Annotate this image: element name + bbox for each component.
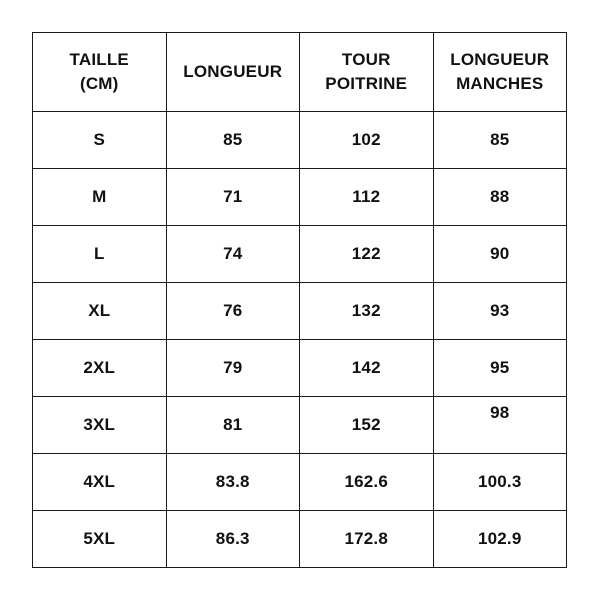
- cell-size: XL: [33, 283, 167, 340]
- cell-chest: 172.8: [300, 511, 434, 568]
- header-chest-line-2: POITRINE: [325, 74, 408, 93]
- cell-sleeve: 93: [433, 283, 567, 340]
- header-size-line-2: (CM): [79, 74, 119, 93]
- header-sleeve-line-2: MANCHES: [456, 74, 544, 93]
- cell-sleeve: 100.3: [433, 454, 567, 511]
- table-row: [33, 454, 567, 511]
- table-row: [33, 340, 567, 397]
- header-sleeve-line-1: LONGUEUR: [450, 50, 550, 69]
- cell-sleeve: 98: [433, 397, 567, 454]
- cell-size: 5XL: [33, 511, 167, 568]
- table-row: [33, 226, 567, 283]
- cell-length: 71: [166, 169, 300, 226]
- table-row: [33, 112, 567, 169]
- cell-size: L: [33, 226, 167, 283]
- cell-size: S: [33, 112, 167, 169]
- cell-chest: 102: [300, 112, 434, 169]
- cell-length: 85: [166, 112, 300, 169]
- header-length-line-1: LONGUEUR: [183, 62, 283, 81]
- cell-chest: 112: [300, 169, 434, 226]
- header-size-line-1: TAILLE: [69, 50, 129, 69]
- cell-chest: 152: [300, 397, 434, 454]
- cell-length: 76: [166, 283, 300, 340]
- cell-size: 3XL: [33, 397, 167, 454]
- header-size: [33, 33, 167, 112]
- cell-length: 74: [166, 226, 300, 283]
- cell-length: 79: [166, 340, 300, 397]
- table-row: [33, 397, 567, 454]
- cell-sleeve: 102.9: [433, 511, 567, 568]
- header-chest-line-1: TOUR: [341, 50, 391, 69]
- table-row: [33, 511, 567, 568]
- cell-length: 81: [166, 397, 300, 454]
- table-row: [33, 169, 567, 226]
- cell-length: 83.8: [166, 454, 300, 511]
- header-sleeve: [433, 33, 567, 112]
- size-chart-table: [32, 32, 567, 568]
- cell-chest: 142: [300, 340, 434, 397]
- cell-sleeve: 90: [433, 226, 567, 283]
- cell-sleeve: 88: [433, 169, 567, 226]
- cell-chest: 162.6: [300, 454, 434, 511]
- header-length: [166, 33, 300, 112]
- cell-sleeve: 95: [433, 340, 567, 397]
- header-chest: [300, 33, 434, 112]
- table-row: [33, 283, 567, 340]
- cell-chest: 122: [300, 226, 434, 283]
- cell-size: 2XL: [33, 340, 167, 397]
- cell-size: M: [33, 169, 167, 226]
- cell-sleeve: 85: [433, 112, 567, 169]
- cell-size: 4XL: [33, 454, 167, 511]
- header-row: [33, 33, 567, 112]
- cell-length: 86.3: [166, 511, 300, 568]
- cell-chest: 132: [300, 283, 434, 340]
